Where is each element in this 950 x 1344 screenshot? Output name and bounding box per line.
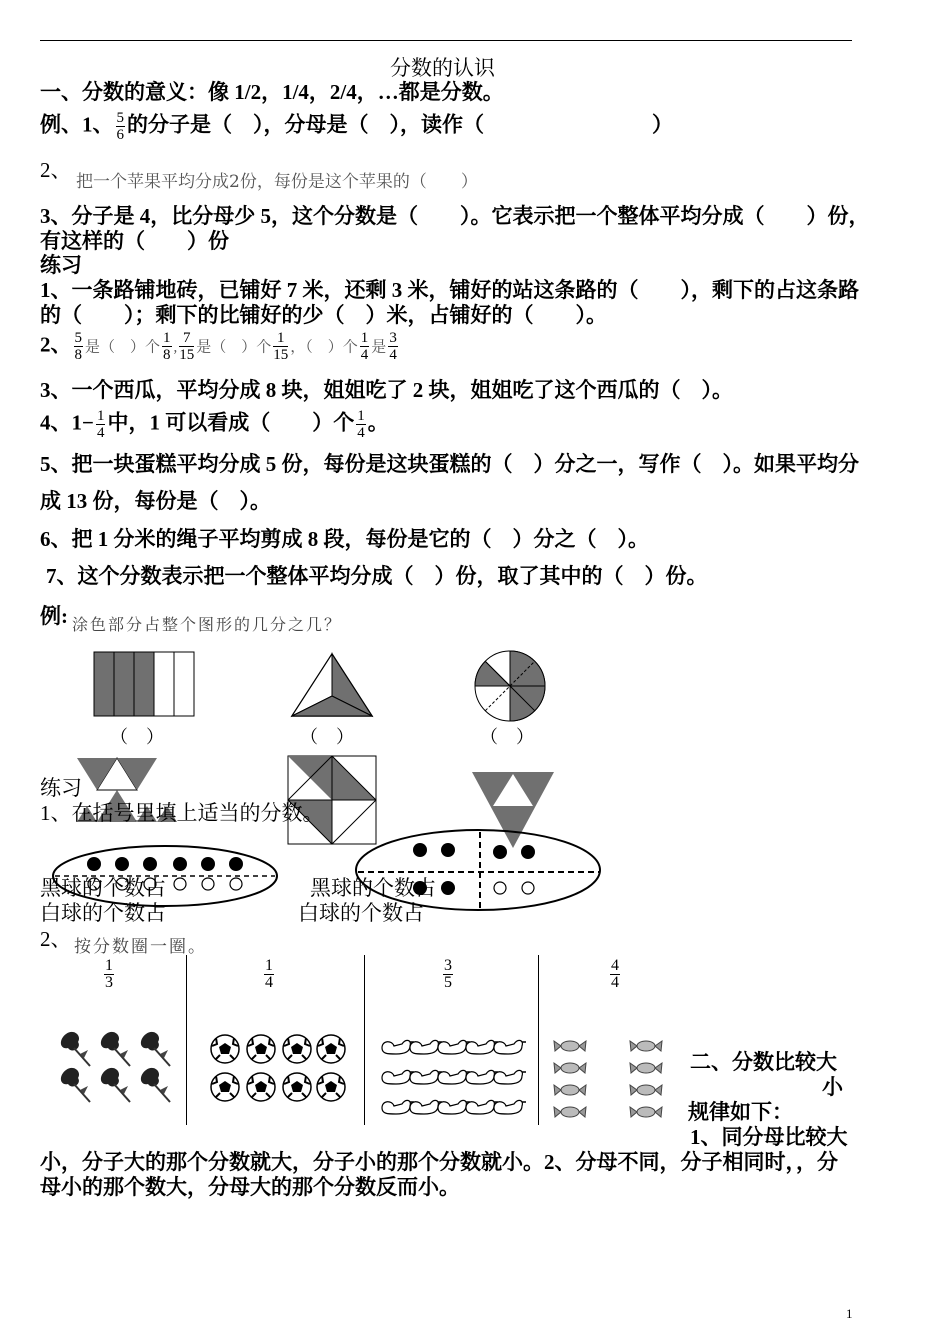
example1-prefix: 例、1、 <box>40 112 114 137</box>
triangle-figure <box>292 654 372 716</box>
p2-frac-3: $\frac{7}{15}$ <box>179 330 195 363</box>
shapes-example-label: 例: <box>40 604 68 628</box>
practice2-label: 练习 <box>40 776 82 800</box>
page-number: 1 <box>846 1306 853 1321</box>
black-balls-text-1: 黑球的个数占 <box>40 876 166 900</box>
circle-figure <box>475 651 545 721</box>
shape1-answer-paren[interactable]: （ ） <box>110 727 164 747</box>
section2-rule1: 1、同分母比较大 <box>690 1125 848 1149</box>
practice2-q2-num: 2、 <box>40 927 72 951</box>
p2-frac-6: $\frac{3}{4}$ <box>389 330 397 363</box>
white-balls-text-2: 白球的个数占 <box>298 901 424 925</box>
rose-icon-group <box>61 1032 170 1102</box>
shape2-answer-paren[interactable]: （ ） <box>300 727 354 747</box>
practice5-line1: 5、把一块蛋糕平均分成 5 份，每份是这块蛋糕的（ ）分之一，写作（ ）。如果平均分 <box>40 452 859 476</box>
example3-line1: 3、分子是 4，比分母少 5，这个分数是（ ）。它表示把一个整体平均分成（ ）份， <box>40 204 870 228</box>
practice1-line1: 1、一条路铺地砖，已铺好 7 米，还剩 3 米，铺好的站这条路的（ ），剩下的占这条路 <box>40 278 859 302</box>
example3-line2: 有这样的（ ）份 <box>40 229 229 253</box>
header-rule <box>40 40 852 41</box>
shapes-instruction: 涂色部分占整个图形的几分之几？ <box>72 615 343 634</box>
soccer-ball-icon-group <box>211 1035 345 1101</box>
white-balls-text-1: 白球的个数占 <box>40 901 166 925</box>
practice3: 3、一个西瓜，平均分成 8 块，姐姐吃了 2 块，姐姐吃了这个西瓜的（ ）。 <box>40 378 733 402</box>
grid-fraction-4: $\frac{4}{4}$ <box>611 957 619 991</box>
practice5-line2: 成 13 份，每份是（ ）。 <box>40 489 271 513</box>
grid-fraction-1: $\frac{1}{3}$ <box>105 957 113 991</box>
p2-frac-1: $\frac{5}{8}$ <box>74 330 82 363</box>
rectangle-figure <box>94 652 194 716</box>
section2-rule-label: 规律如下： <box>688 1100 793 1124</box>
section2-heading-cont: 小 <box>822 1075 843 1099</box>
practice1-line2: 的（ ）；剩下的比铺好的少（ ）米，占铺好的（ ）。 <box>40 303 607 327</box>
practice7: 7、这个分数表示把一个整体平均分成（ ）份，取了其中的（ ）份。 <box>46 564 708 588</box>
candy-icon-group <box>554 1041 662 1117</box>
example1-fraction: $\frac{5}{6}$ <box>116 110 124 143</box>
example2-text: 把一个苹果平均分成2份，每份是这个苹果的（ ） <box>76 172 478 192</box>
example1 <box>40 110 673 143</box>
shape3-answer-paren[interactable]: （ ） <box>480 727 534 747</box>
section2-body2: 母小的那个数大，分母大的那个分数反而小。 <box>40 1175 460 1199</box>
p2-frac-5: $\frac{1}{4}$ <box>360 330 369 363</box>
duck-icon-group <box>382 1040 526 1114</box>
example1-text: 的分子是（ ），分母是（ ），读作（ ） <box>127 112 673 137</box>
example2-num: 2、 <box>40 158 72 182</box>
page-title: 分数的认识 <box>390 56 495 80</box>
section2-body1: 小，分子大的那个分数就大，分子小的那个分数就小。2、分母不同，分子相同时，，分 <box>40 1150 838 1174</box>
grid-fraction-2: $\frac{1}{4}$ <box>265 957 273 991</box>
practice2: 2、 $\frac{5}{8}$ 是（ ）个 $\frac{1}{8}$ , $\frac{7}{15}$ 是（ ）个 $\frac{1}{15}$ ，（ ）个 $\frac{1}{4}$ 是 $\frac{3}{4}$ <box>40 330 397 363</box>
black-balls-text-2: 黑球的个数占 <box>310 876 436 900</box>
practice2-q1: 1、在括号里填上适当的分数。 <box>40 801 324 825</box>
p2-frac-2: $\frac{1}{8}$ <box>163 330 171 363</box>
p2-frac-4: $\frac{1}{15}$ <box>273 330 289 363</box>
practice2-q2-instruction: 按分数圈一圈。 <box>74 937 207 957</box>
counting-pictures <box>50 1028 730 1128</box>
grid-fraction-3: $\frac{3}{5}$ <box>444 957 452 991</box>
practice4: 4、1− $\frac{1}{4}$ 中，1 可以看成（ ）个 $\frac{1}{4}$ 。 <box>40 408 389 441</box>
practice6: 6、把 1 分米的绳子平均剪成 8 段，每份是它的（ ）分之（ ）。 <box>40 527 649 551</box>
practice-label: 练习 <box>40 253 82 277</box>
section1-heading: 一、分数的意义：像 1/2，1/4，2/4，…都是分数。 <box>40 80 504 104</box>
section2-heading: 二、分数比较大 <box>690 1050 837 1074</box>
